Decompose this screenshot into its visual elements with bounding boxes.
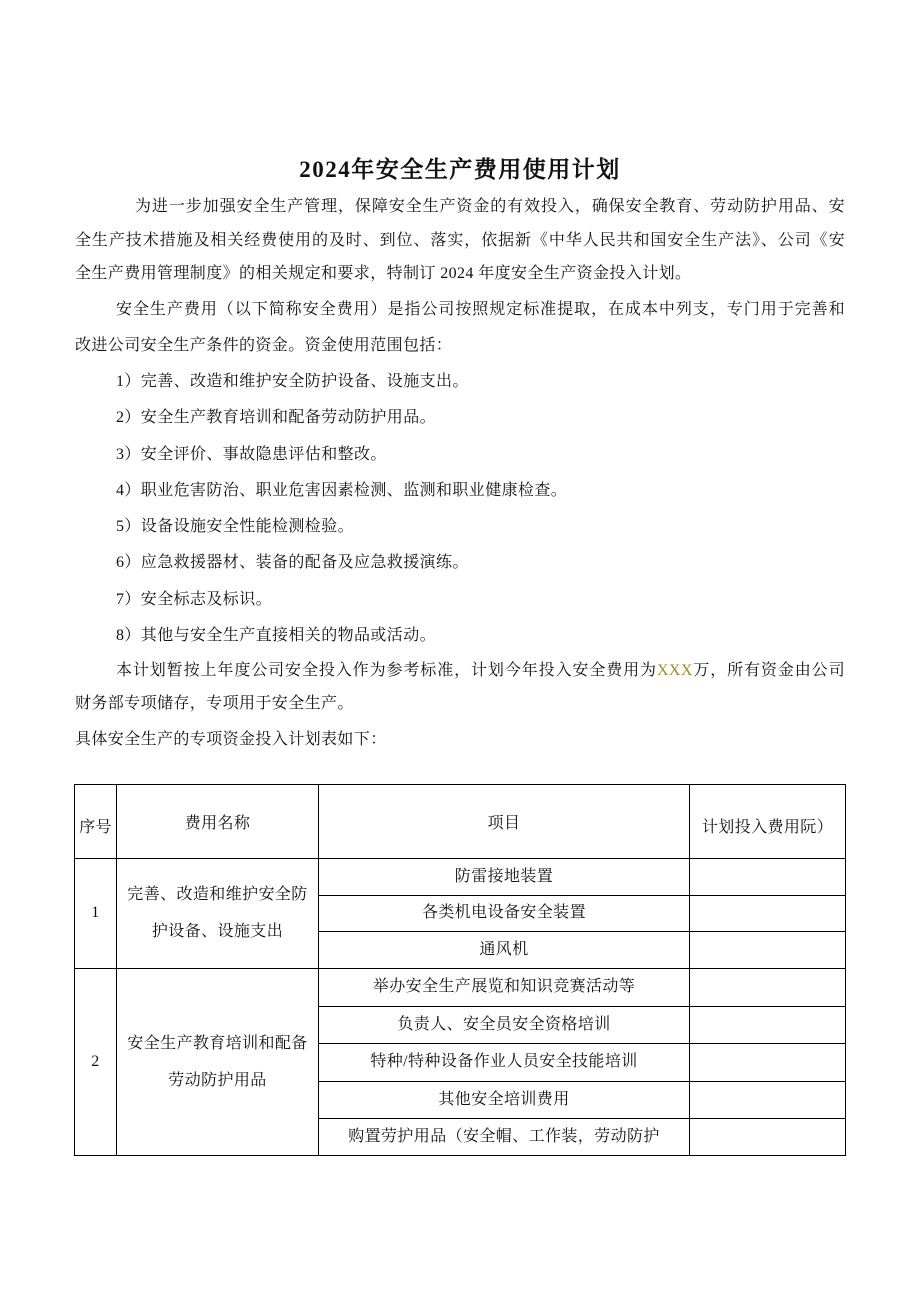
scope-item: 5）设备设施安全性能检测检验。 bbox=[116, 518, 355, 536]
group-cost-name-text: 完善、改造和维护安全防护设备、设施支出 bbox=[127, 886, 308, 941]
item-cell: 其他安全培训费用 bbox=[319, 1081, 690, 1118]
planned-amount-cell bbox=[690, 895, 846, 931]
header-planned-amount: 计划投入费用阮） bbox=[690, 784, 846, 858]
document-title: 2024年安全生产费用使用计划 bbox=[299, 157, 621, 182]
planned-amount-cell bbox=[690, 968, 846, 1006]
planned-amount-cell bbox=[690, 858, 846, 895]
scope-item: 8）其他与安全生产直接相关的物品或活动。 bbox=[116, 627, 437, 645]
intro-paragraph bbox=[75, 190, 845, 291]
document-body bbox=[75, 0, 845, 1156]
table-row bbox=[75, 968, 846, 1006]
scope-item: 7）安全标志及标识。 bbox=[116, 590, 273, 608]
group-cost-name-text: 安全生产教育培训和配备劳动防护用品 bbox=[127, 1034, 308, 1089]
planned-amount-cell bbox=[690, 1006, 846, 1043]
definition-paragraph bbox=[75, 292, 845, 364]
table-row bbox=[75, 858, 846, 895]
item-cell: 特种/特种设备作业人员安全技能培训 bbox=[319, 1043, 690, 1081]
item-cell: 通风机 bbox=[319, 931, 690, 968]
definition-line: 安全生产费用（以下简称安全费用）是指公司按照规定标准提取，在成本中列支，专门用于完善和 bbox=[116, 301, 845, 318]
budget-paragraph bbox=[75, 654, 845, 720]
planned-amount-cell bbox=[690, 931, 846, 968]
item-cell: 负责人、安全员安全资格培训 bbox=[319, 1006, 690, 1043]
header-item: 项目 bbox=[319, 784, 690, 858]
group-serial-no: 1 bbox=[75, 858, 117, 968]
item-cell: 各类机电设备安全装置 bbox=[319, 895, 690, 931]
planned-amount-cell bbox=[690, 1081, 846, 1118]
budget-line bbox=[75, 654, 845, 687]
definition-line: 改进公司安全生产条件的资金。资金使用范围包括： bbox=[75, 337, 453, 354]
budget-line: 财务部专项储存，专项用于安全生产。 bbox=[75, 695, 354, 713]
scope-list bbox=[75, 364, 845, 654]
planned-amount-cell bbox=[690, 1118, 846, 1155]
header-cost-name: 费用名称 bbox=[117, 784, 319, 858]
scope-item: 4）职业危害防治、职业危害因素检测、监测和职业健康检查。 bbox=[116, 481, 568, 499]
investment-plan-table bbox=[74, 784, 846, 1156]
group-cost-name bbox=[117, 858, 319, 968]
scope-item: 1）完善、改造和维护安全防护设备、设施支出。 bbox=[116, 373, 469, 390]
table-intro-paragraph bbox=[75, 722, 845, 758]
group-serial-no: 2 bbox=[75, 968, 117, 1155]
intro-line: 为进一步加强安全生产管理，保障安全生产资金的有效投入，确保安全教育、劳动防护用品、安 bbox=[135, 198, 845, 216]
header-serial-no: 序号 bbox=[75, 784, 117, 858]
item-cell: 购置劳护用品（安全帽、工作装，劳动防护 bbox=[319, 1118, 690, 1155]
item-cell: 防雷接地装置 bbox=[319, 858, 690, 895]
scope-item: 2）安全生产教育培训和配备劳动防护用品。 bbox=[116, 409, 437, 427]
table-intro-line: 具体安全生产的专项资金投入计划表如下： bbox=[75, 730, 387, 748]
budget-text-before: 本计划暂按上年度公司安全投入作为参考标准，计划今年投入安全费用为 bbox=[116, 662, 657, 680]
scope-item: 6）应急救援器材、装备的配备及应急救援演练。 bbox=[116, 554, 469, 572]
planned-amount-cell bbox=[690, 1043, 846, 1081]
budget-text-after: 万，所有资金由公司 bbox=[692, 662, 845, 680]
budget-amount: XXX bbox=[656, 662, 693, 680]
intro-line: 全生产技术措施及相关经费使用的及时、到位、落实，依据新《中华人民共和国安全生产法》、公司《安 bbox=[75, 231, 845, 249]
group-cost-name bbox=[117, 968, 319, 1155]
intro-line: 全生产费用管理制度》的相关规定和要求，特制订 2024 年度安全生产资金投入计划。 bbox=[75, 265, 692, 283]
table-header-row bbox=[75, 784, 846, 858]
scope-item: 3）安全评价、事故隐患评估和整改。 bbox=[116, 445, 387, 463]
item-cell: 举办安全生产展览和知识竞赛活动等 bbox=[319, 968, 690, 1006]
